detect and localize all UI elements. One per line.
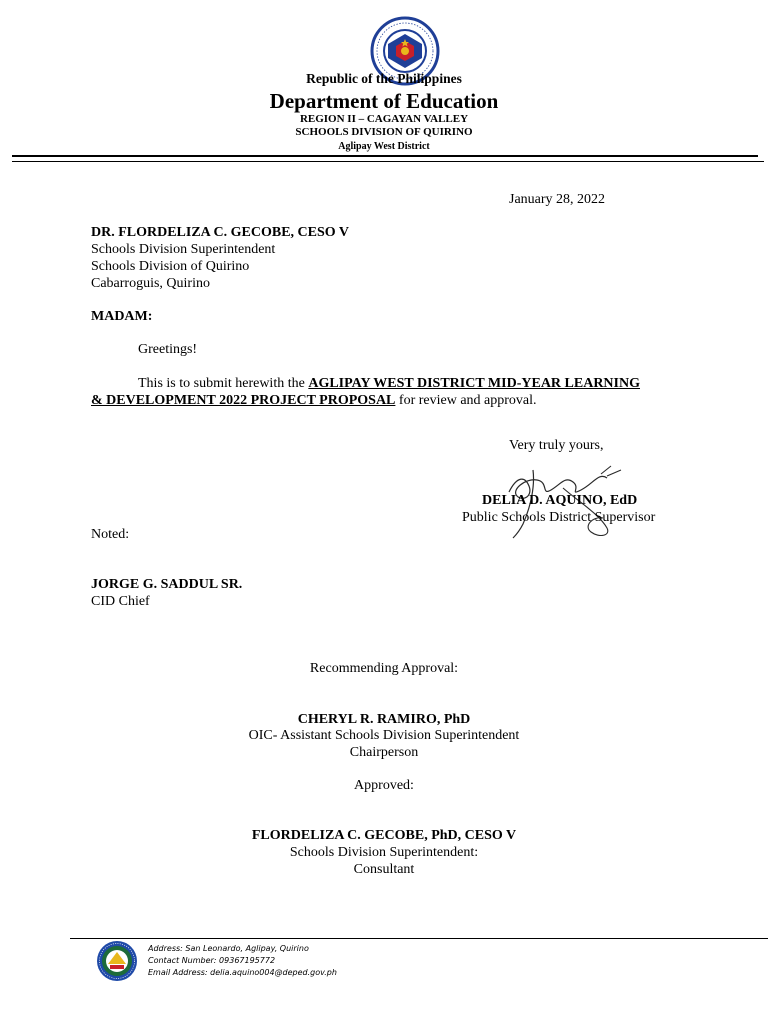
project-title-line1: AGLIPAY WEST DISTRICT MID-YEAR LEARNING: [308, 376, 640, 391]
noted-label: Noted:: [91, 527, 130, 542]
letter-date: January 28, 2022: [509, 192, 606, 207]
approved-label: Approved:: [354, 778, 414, 793]
header-divider-thin: [12, 161, 764, 162]
recipient-office: Schools Division of Quirino: [91, 259, 250, 274]
header-region: REGION II – CAGAYAN VALLEY: [299, 113, 469, 125]
footer-contact: Contact Number: 09367195772: [148, 956, 276, 965]
header-department: Department of Education: [269, 89, 499, 113]
district-logo: [96, 940, 138, 982]
approved-name: FLORDELIZA C. GECOBE, PhD, CESO V: [251, 828, 517, 843]
greeting: Greetings!: [138, 342, 198, 357]
noted-position: CID Chief: [91, 594, 150, 609]
header-divider-thick: [12, 155, 758, 157]
salutation: MADAM:: [91, 309, 153, 324]
recipient-name: DR. FLORDELIZA C. GECOBE, CESO V: [91, 225, 350, 240]
header-district: Aglipay West District: [338, 141, 430, 152]
recommending-name: CHERYL R. RAMIRO, PhD: [297, 712, 471, 727]
footer-email: Email Address: delia.aquino004@deped.gov.ph: [148, 968, 337, 977]
recommending-position: OIC- Assistant Schools Division Superintendent: [248, 728, 520, 743]
footer-divider: [70, 938, 768, 939]
body-paragraph-line1: [138, 375, 640, 392]
noted-name: JORGE G. SADDUL SR.: [91, 577, 243, 592]
body-text-end: for review and approval.: [395, 393, 537, 408]
body-text-intro: This is to submit herewith the: [138, 376, 309, 391]
header-republic: Republic of the Philippines: [306, 71, 462, 86]
recommending-label: Recommending Approval:: [309, 661, 459, 676]
recipient-address: Cabarroguis, Quirino: [91, 276, 210, 291]
header-division: SCHOOLS DIVISION OF QUIRINO: [295, 126, 473, 138]
footer-address: Address: San Leonardo, Aglipay, Quirino: [148, 944, 309, 953]
signer-position: Public Schools District Supervisor: [462, 510, 656, 525]
recommending-role: Chairperson: [349, 745, 419, 760]
approved-role: Consultant: [353, 862, 415, 877]
closing: Very truly yours,: [509, 438, 604, 453]
project-title-line2: & DEVELOPMENT 2022 PROJECT PROPOSAL: [91, 393, 396, 408]
signer-name: DELIA D. AQUINO, EdD: [482, 493, 638, 508]
recipient-position: Schools Division Superintendent: [91, 242, 276, 257]
body-paragraph-line2: [91, 392, 537, 409]
approved-position: Schools Division Superintendent:: [289, 845, 479, 860]
